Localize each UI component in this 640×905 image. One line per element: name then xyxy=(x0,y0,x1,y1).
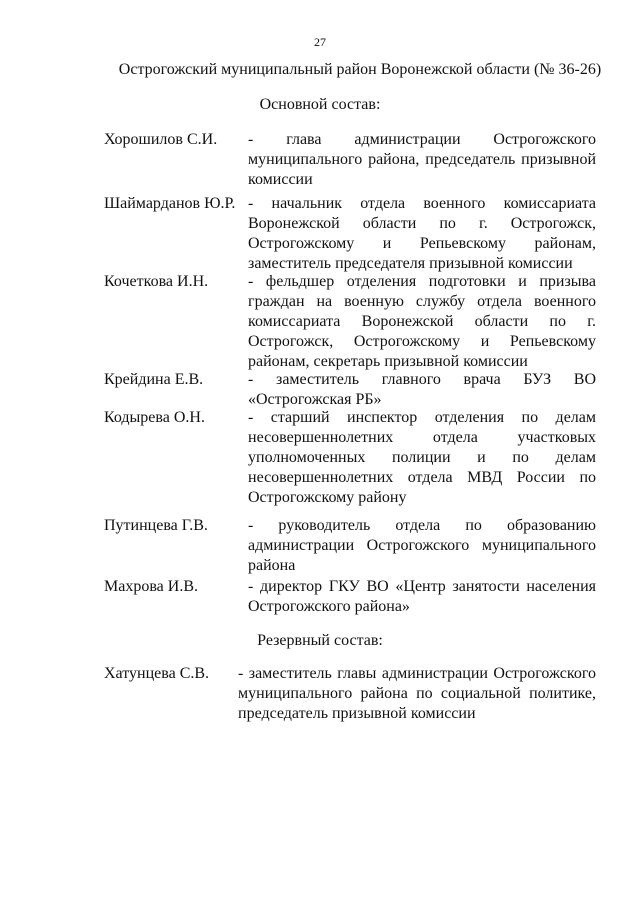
member-name: Кодырева О.Н. xyxy=(104,409,205,426)
member-role: - фельдшер отделения подготовки и призыва граждан на военную службу отдела военного комиссариата Воронежской области по г. Острогожск, Острогожскому и Репьевскому районам, секретарь призывной комиссии xyxy=(248,273,596,370)
member-role: - глава администрации Острогожского муниципального района, председатель призывной комиссии xyxy=(248,131,596,188)
member-name: Кочеткова И.Н. xyxy=(104,273,209,290)
main-section-heading: Основной состав: xyxy=(259,96,381,113)
member-role: - заместитель главного врача БУЗ ВО «Острогожская РБ» xyxy=(248,371,596,408)
document-title: Острогожский муниципальный район Воронежской области (№ 36-26) xyxy=(118,61,602,78)
member-role: - директор ГКУ ВО «Центр занятости населения Острогожского района» xyxy=(248,578,596,615)
member-name: Махрова И.В. xyxy=(104,578,198,595)
member-role: - начальник отдела военного комиссариата Воронежской области по г. Острогожск, Острогожскому и Репьевскому районам, заместитель председателя призывной комиссии xyxy=(248,195,596,272)
member-name: Путинцева Г.В. xyxy=(104,517,208,534)
page-number: 27 xyxy=(314,35,326,49)
member-name: Хатунцева С.В. xyxy=(104,665,210,682)
member-role: - старший инспектор отделения по делам несовершеннолетних отдела участковых уполномоченных полиции и по делам несовершеннолетних отдела МВД России по Острогожскому району xyxy=(248,409,596,506)
member-role: - заместитель главы администрации Острогожского муниципального района по социальной политике, председатель призывной комиссии xyxy=(238,665,596,722)
member-role: - руководитель отдела по образованию администрации Острогожского муниципального района xyxy=(248,517,596,574)
member-name: Шаймарданов Ю.Р. xyxy=(104,195,236,212)
member-name: Крейдина Е.В. xyxy=(104,371,204,388)
reserve-section-heading: Резервный состав: xyxy=(257,632,383,649)
member-name: Хорошилов С.И. xyxy=(104,131,218,148)
